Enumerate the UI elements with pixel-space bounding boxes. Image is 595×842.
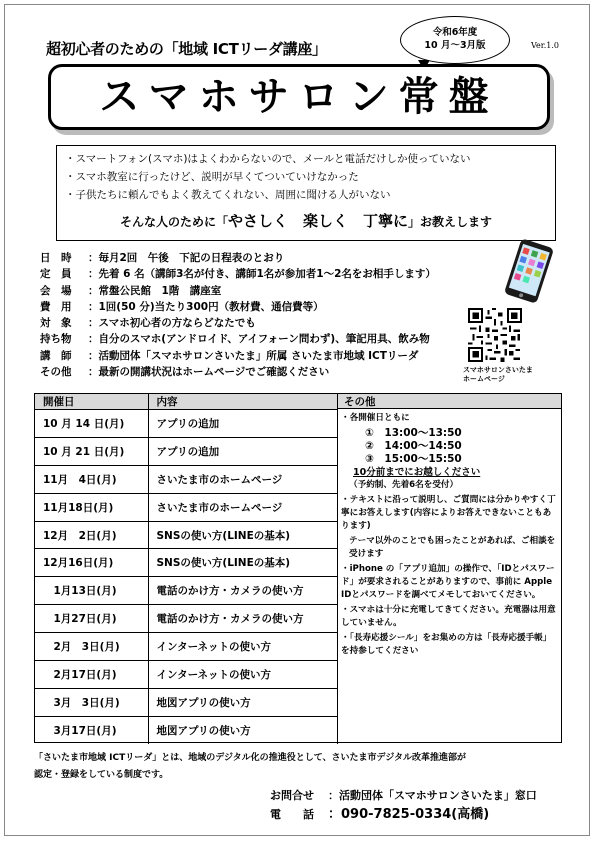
info-value: ：1回(50 分)当たり300円（教材費、通信費等）: [88, 300, 324, 313]
intro-callout: [57, 212, 555, 231]
qr-caption-line2: ホームページ: [463, 375, 505, 383]
period-bubble: [400, 16, 510, 64]
notes-text: ・テキストに沿って説明し、ご質問には分かりやすく丁寧にお答えします(内容によりお答えできないこともあります): [341, 495, 556, 531]
info-row: [40, 348, 436, 364]
period-line1: 令和6年度: [432, 27, 478, 38]
info-label: 会 場: [40, 284, 72, 297]
callout-post: 」お教えします: [408, 215, 493, 229]
qr-caption: [463, 366, 533, 384]
footer-note: [34, 750, 466, 784]
schedule-grid: [35, 394, 338, 744]
period-line2: 10 月～3月版: [424, 40, 486, 51]
info-list: [40, 250, 436, 380]
intro-line: ・スマホ教室に行ったけど、説明が早くてついていけなかった: [65, 171, 359, 183]
row-date: 1月27日(月): [35, 605, 148, 633]
info-label: 定 員: [40, 268, 72, 281]
table-row: [35, 605, 338, 633]
page-title: スマホサロン常盤: [48, 64, 550, 130]
col-header-content: 内容: [148, 394, 338, 410]
callout-pre: そんな人のために「: [119, 215, 228, 229]
info-row: [40, 315, 436, 331]
row-content: SNSの使い方(LINEの基本): [148, 521, 338, 549]
row-date: 10 月 14 日(月): [35, 410, 148, 438]
callout-emphasis: やさしく 楽しく 丁寧に: [227, 212, 408, 230]
intro-line: ・スマートフォン(スマホ)はよくわからないので、メールと電話だけしか使っていない: [65, 153, 471, 165]
notes-arrive: 10分前までにお越しください: [353, 467, 481, 478]
info-row: [40, 283, 436, 299]
intro-line: ・子供たちに頼んでもよく教えてくれない、周囲に聞ける人がいない: [65, 189, 391, 201]
row-date: 11月18日(月): [35, 493, 148, 521]
row-date: 3月 3日(月): [35, 688, 148, 716]
table-row: [35, 465, 338, 493]
tel-value: ：090-7825-0334(高橋): [328, 807, 490, 822]
page-subtitle: 超初心者のための「地域 ICTリーダ講座」: [46, 40, 327, 58]
notes-text: テーマ以外のことでも困ったことがあれば、ご相談を受けます: [349, 536, 556, 559]
notes-sessions-head: ・各開催日ともに: [341, 413, 410, 423]
row-date: 2月17日(月): [35, 661, 148, 689]
notes-text: ・iPhone の「アプリ追加」の操作で、「IDとパスワード」が要求されることがありますので、事前に Apple IDとパスワードを調べてメモしておいてください。: [341, 564, 555, 600]
notes-reserve: （予約制、先着6名を受付）: [349, 480, 459, 490]
contact-block: [270, 786, 537, 824]
table-row: [35, 549, 338, 577]
contact-tel: [270, 805, 537, 824]
table-row: [35, 661, 338, 689]
info-value: ：最新の開講状況はホームページでご確認ください: [88, 366, 330, 379]
table-row: [35, 577, 338, 605]
info-label: 日 時: [40, 252, 72, 264]
table-header-row: [35, 394, 338, 410]
info-label: 持ち物: [40, 333, 72, 346]
table-row: [35, 716, 338, 744]
row-content: SNSの使い方(LINEの基本): [148, 549, 338, 577]
smartphone-icon: [498, 238, 560, 304]
qr-caption-line1: スマホサロンさいたま: [463, 366, 533, 374]
row-content: アプリの追加: [148, 437, 338, 465]
info-value: ：活動団体「スマホサロンさいたま」所属 さいたま市地域 ICTリーダ: [88, 349, 419, 362]
info-value: ：毎月2回 午後 下記の日程表のとおり: [88, 252, 285, 264]
row-content: インターネットの使い方: [148, 661, 338, 689]
table-row: [35, 633, 338, 661]
info-value: ：常盤公民館 1階 講座室: [88, 284, 222, 297]
col-header-date: 開催日: [35, 394, 148, 410]
row-content: インターネットの使い方: [148, 633, 338, 661]
inquiry-value: ：活動団体「スマホサロンさいたま」窓口: [328, 789, 537, 802]
info-label: 対 象: [40, 317, 72, 330]
info-value: ：自分のスマホ(アンドロイド、アイフォーン問わず)、筆記用具、飲み物: [88, 333, 430, 346]
row-content: 地図アプリの使い方: [148, 716, 338, 744]
notes-text: ・「長寿応援シール」をお集めの方は「長寿応援手帳」を持参してください: [341, 633, 552, 656]
col-header-notes: その他: [338, 394, 561, 409]
info-row: [40, 331, 436, 347]
row-date: 12月16日(月): [35, 549, 148, 577]
footer-line2: 認定・登録をしている制度です。: [34, 770, 169, 780]
info-value: ：スマホ初心者の方ならどなたでも: [88, 317, 256, 330]
session-time: ① 13:00～13:50: [365, 427, 462, 439]
qr-code-icon[interactable]: [468, 308, 522, 362]
info-label: 費 用: [40, 300, 72, 313]
table-row: [35, 688, 338, 716]
version-label: Ver.1.0: [531, 41, 559, 50]
row-content: 電話のかけ方・カメラの使い方: [148, 577, 338, 605]
info-row: [40, 364, 436, 380]
schedule-table: [34, 393, 562, 743]
inquiry-label: お問合せ: [270, 789, 314, 802]
row-content: 地図アプリの使い方: [148, 688, 338, 716]
session-time: ② 14:00～14:50: [365, 440, 462, 452]
info-value: ：先着 6 名（講師3名が付き、講師1名が参加者1～2名をお相手します）: [88, 268, 436, 281]
info-label: その他: [40, 366, 72, 379]
row-content: 電話のかけ方・カメラの使い方: [148, 605, 338, 633]
row-date: 1月13日(月): [35, 577, 148, 605]
session-time: ③ 15:00～15:50: [365, 453, 462, 465]
row-content: アプリの追加: [148, 410, 338, 438]
table-row: [35, 493, 338, 521]
row-date: 12月 2日(月): [35, 521, 148, 549]
info-row: [40, 266, 436, 282]
row-date: 10 月 21 日(月): [35, 437, 148, 465]
row-content: さいたま市のホームページ: [148, 493, 338, 521]
tel-label: 電 話: [270, 808, 314, 821]
notes-text: ・スマホは十分に充電してきてください。充電器は用意していません。: [341, 605, 556, 628]
row-date: 11月 4日(月): [35, 465, 148, 493]
table-row: [35, 437, 338, 465]
row-content: さいたま市のホームページ: [148, 465, 338, 493]
intro-box: [56, 145, 556, 241]
table-row: [35, 521, 338, 549]
info-row: [40, 299, 436, 315]
info-row: [40, 250, 436, 266]
contact-inquiry: [270, 786, 537, 805]
footer-line1: 「さいたま市地域 ICTリーダ」とは、地域のデジタル化の推進役として、さいたま市デジタル改革推進部が: [34, 753, 466, 763]
row-date: 2月 3日(月): [35, 633, 148, 661]
row-date: 3月17日(月): [35, 716, 148, 744]
notes-column: [341, 412, 559, 660]
table-row: [35, 410, 338, 438]
info-label: 講 師: [40, 349, 72, 362]
